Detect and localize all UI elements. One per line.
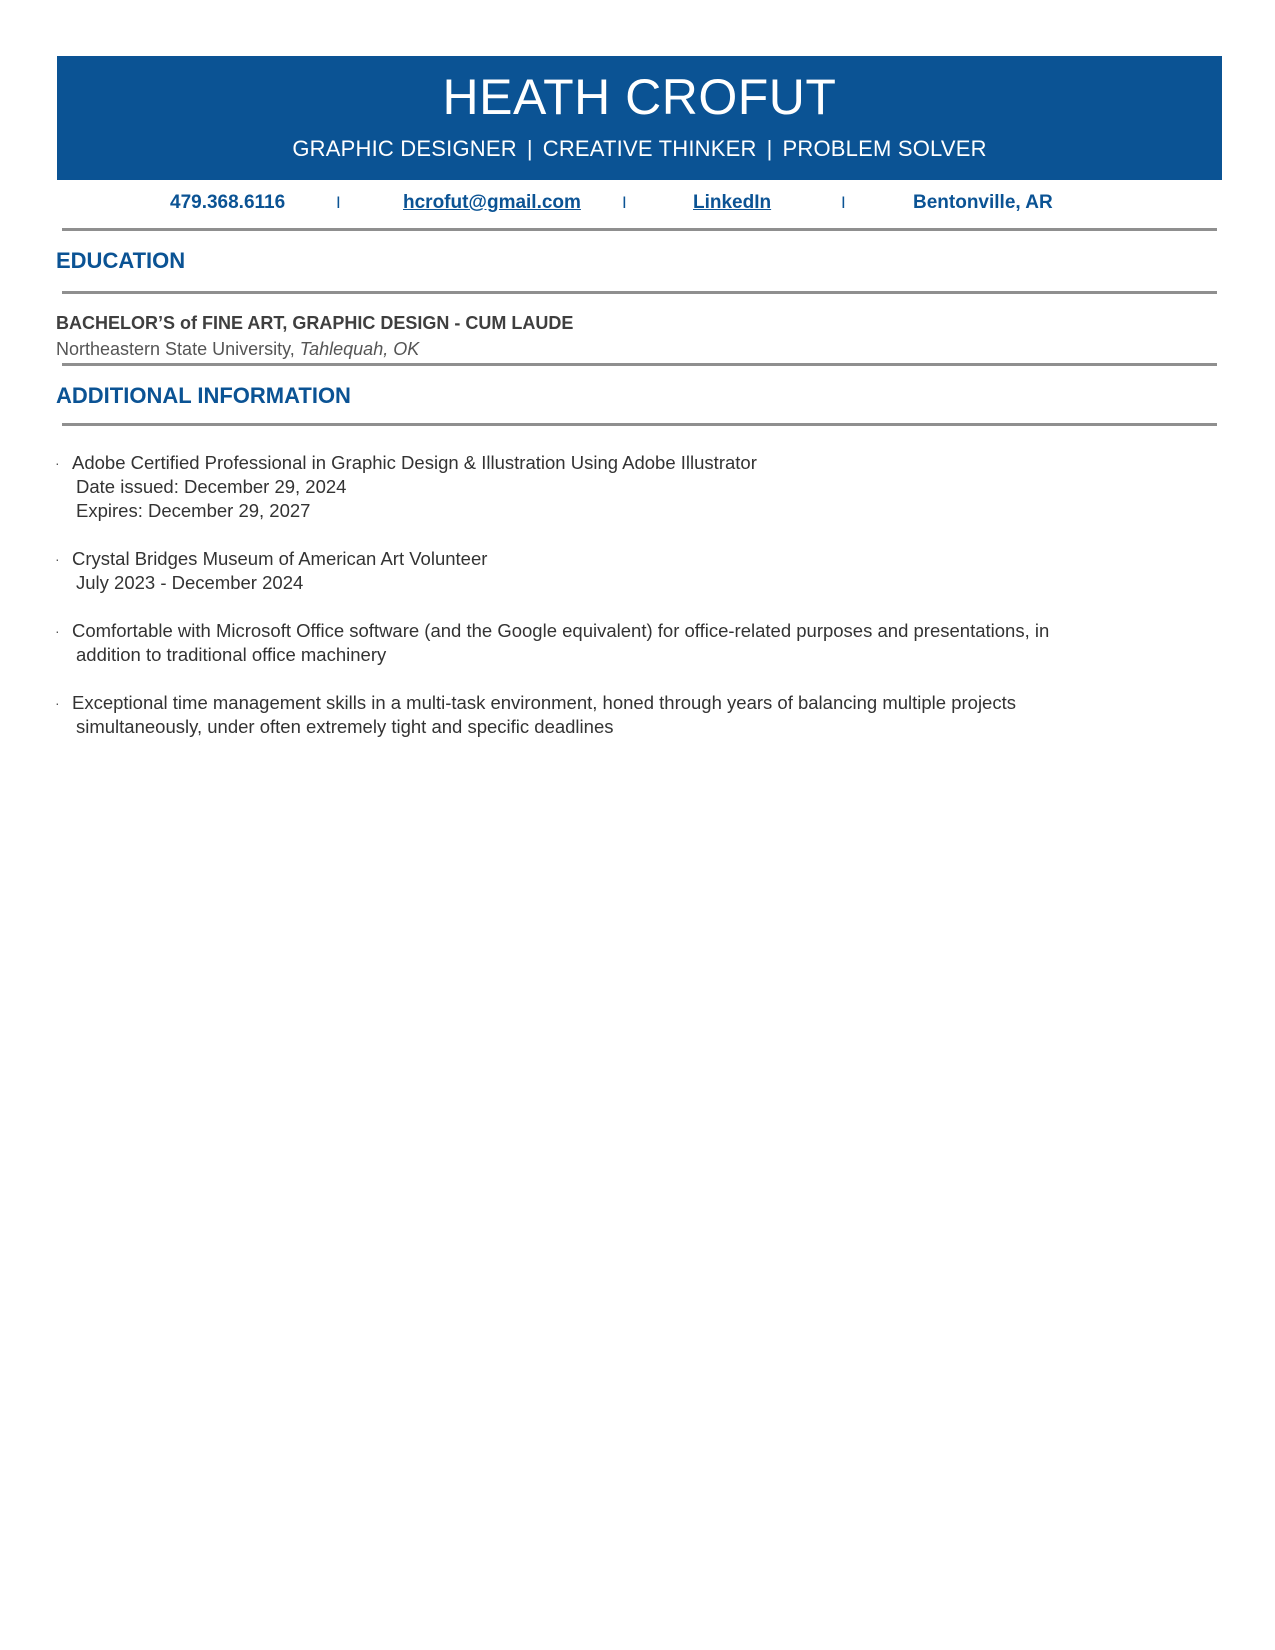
list-item <box>55 691 1225 739</box>
item-text: Exceptional time management skills in a multi-task environment, honed through years of balancing multiple projects <box>72 692 1016 713</box>
list-item <box>55 619 1225 667</box>
education-heading: EDUCATION <box>56 248 186 273</box>
item-text: Adobe Certified Professional in Graphic Design & Illustration Using Adobe Illustrator <box>72 452 757 473</box>
bullet-icon: · <box>55 623 60 639</box>
contact-email-link[interactable]: hcrofut@gmail.com <box>403 192 581 213</box>
contact-separator: I <box>622 193 627 212</box>
bullet-icon: · <box>55 455 60 471</box>
candidate-name: HEATH CROFUT <box>442 69 837 125</box>
contact-location: Bentonville, AR <box>913 192 1053 213</box>
contact-phone: 479.368.6116 <box>170 192 286 213</box>
tagline-item: GRAPHIC DESIGNER <box>292 136 517 161</box>
bullet-icon: · <box>55 695 60 711</box>
list-item <box>55 451 1225 523</box>
item-detail: Date issued: December 29, 2024 <box>76 476 347 497</box>
divider <box>62 291 1217 294</box>
item-detail: Expires: December 29, 2027 <box>76 500 311 521</box>
item-text: Crystal Bridges Museum of American Art Volunteer <box>72 548 488 569</box>
item-detail: addition to traditional office machinery <box>76 644 387 665</box>
school-location: Tahlequah, OK <box>299 339 420 359</box>
divider <box>62 228 1217 231</box>
item-detail: July 2023 - December 2024 <box>76 572 304 593</box>
bullet-icon: · <box>55 551 60 567</box>
header-banner <box>57 56 1222 180</box>
tagline-separator: | <box>526 136 533 161</box>
additional-info-list <box>55 451 1225 763</box>
contact-linkedin-link[interactable]: LinkedIn <box>693 192 772 213</box>
additional-info-heading: ADDITIONAL INFORMATION <box>56 383 351 408</box>
school-line <box>56 338 419 360</box>
degree-title: BACHELOR’S of FINE ART, GRAPHIC DESIGN - CUM LAUDE <box>56 313 574 333</box>
contact-separator: I <box>336 193 341 212</box>
tagline-separator: | <box>766 136 773 161</box>
contact-separator: I <box>841 193 846 212</box>
school-name: Northeastern State University, <box>56 339 295 359</box>
divider <box>62 363 1217 366</box>
tagline-item: CREATIVE THINKER <box>542 136 757 161</box>
list-item <box>55 547 1225 595</box>
item-detail: simultaneously, under often extremely tight and specific deadlines <box>76 716 614 737</box>
tagline <box>57 138 1222 160</box>
tagline-item: PROBLEM SOLVER <box>782 136 987 161</box>
divider <box>62 423 1217 426</box>
item-text: Comfortable with Microsoft Office software (and the Google equivalent) for office-related purposes and presentations, in <box>72 620 1050 641</box>
